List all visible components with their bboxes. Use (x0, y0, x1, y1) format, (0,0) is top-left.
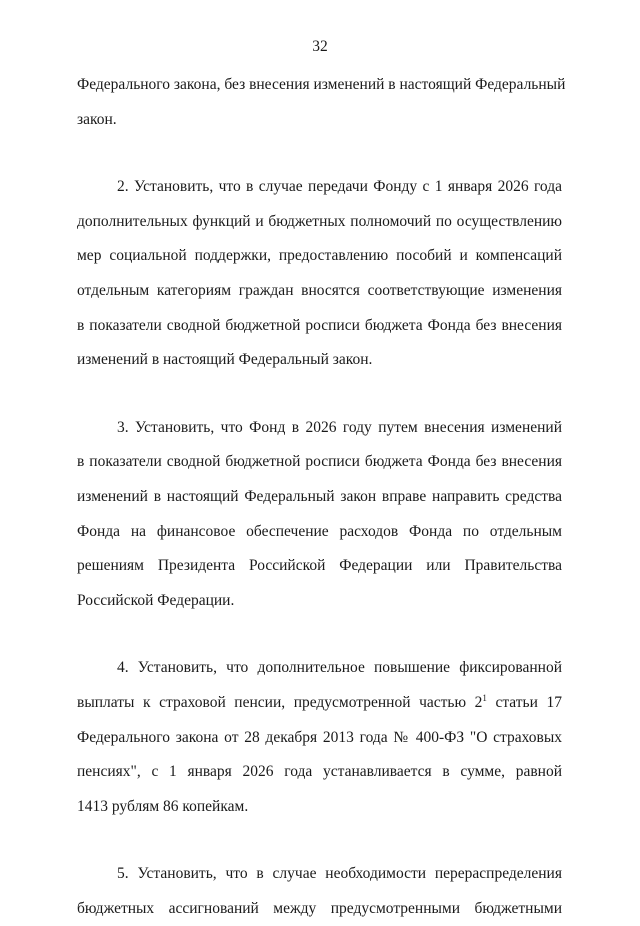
text-line: 4. Установить, что дополнительное повышение фиксированной (117, 659, 562, 677)
text-line: изменений в настоящий Федеральный закон. (77, 351, 373, 369)
text-line: 3. Установить, что Фонд в 2026 году путем внесения изменений (117, 418, 562, 436)
text-line: в показатели сводной бюджетной росписи бюджета Фонда без внесения (77, 453, 562, 471)
paragraph-1 (77, 68, 566, 137)
text-line: дополнительных функций и бюджетных полномочий по осуществлению (77, 212, 562, 230)
text-line: пенсиях", с 1 января 2026 года устанавливается в сумме, равной (77, 763, 562, 781)
text-line-with-superscript (77, 686, 562, 721)
text-line: отдельным категориям граждан вносятся соответствующие изменения (77, 281, 562, 299)
paragraph-gap (77, 824, 562, 857)
text-line: 5. Установить, что в случае необходимости перераспределения (117, 865, 562, 883)
paragraph-gap (77, 378, 562, 411)
text-line: Федерального закона, без внесения изменений в настоящий Федеральный (77, 76, 566, 93)
paragraph-gap (77, 137, 562, 170)
text-segment: выплаты к страховой пенсии, предусмотренной частью 2 (77, 693, 483, 711)
text-line: 2. Установить, что в случае передачи Фонду с 1 января 2026 года (117, 178, 562, 196)
page-number: 32 (312, 38, 328, 55)
text-line: закон. (77, 110, 117, 128)
text-line: решениям Президента Российской Федерации или Правительства (77, 557, 562, 575)
paragraph-5 (77, 857, 562, 926)
text-line: Российской Федерации. (77, 591, 235, 609)
text-line: 1413 рублям 86 копейкам. (77, 797, 249, 815)
text-line: мер социальной поддержки, предоставлению пособий и компенсаций (77, 247, 562, 265)
paragraph-4 (77, 651, 562, 824)
text-line: изменений в настоящий Федеральный закон вправе направить средства (77, 487, 562, 505)
paragraph-3 (77, 411, 562, 619)
paragraph-2 (77, 170, 562, 378)
text-line: Фонда на финансовое обеспечение расходов Фонда по отдельным (77, 522, 562, 540)
document-body (77, 68, 566, 926)
text-segment: статьи 17 (486, 693, 562, 711)
paragraph-gap (77, 618, 562, 651)
superscript: 1 (482, 692, 487, 703)
text-line: Федерального закона от 28 декабря 2013 года № 400-ФЗ "О страховых (77, 728, 562, 746)
text-line: в показатели сводной бюджетной росписи бюджета Фонда без внесения (77, 316, 562, 334)
text-line: бюджетных ассигнований между предусмотренными бюджетными (77, 899, 562, 917)
